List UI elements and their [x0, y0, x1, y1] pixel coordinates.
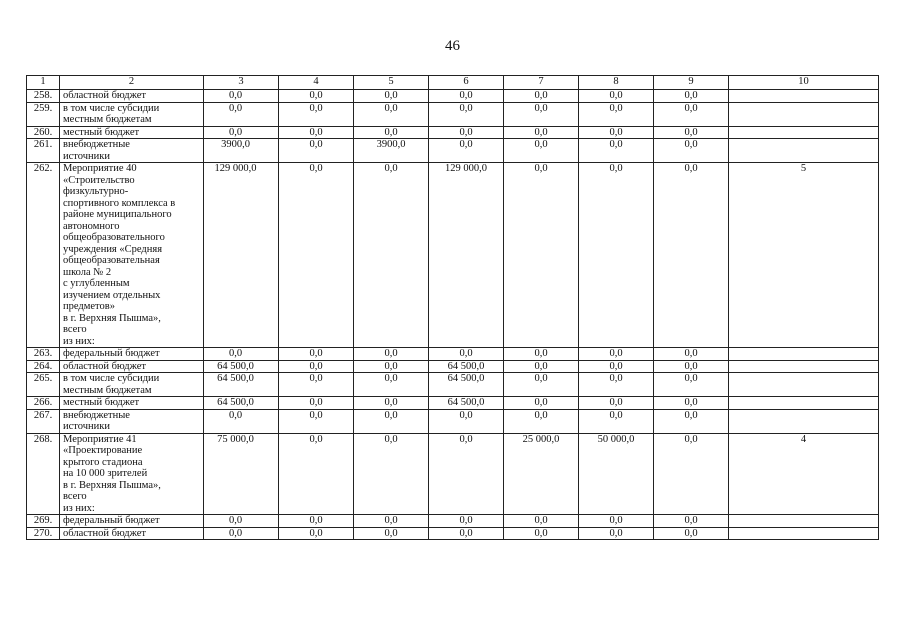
- value-cell-col6: 64 500,0: [429, 360, 504, 373]
- row-number: 266.: [27, 397, 60, 410]
- row-label-line: из них:: [63, 502, 95, 514]
- value-cell-col10: [729, 373, 879, 397]
- row-label: [60, 433, 204, 515]
- value-cell-col3: 0,0: [204, 409, 279, 433]
- value-cell-col10: [729, 527, 879, 540]
- column-header: 4: [279, 76, 354, 90]
- row-label-line: Мероприятие 40: [63, 163, 137, 174]
- value-cell-col5: 0,0: [354, 409, 429, 433]
- value-cell-col5: 0,0: [354, 163, 429, 348]
- row-label-line: всего: [63, 324, 87, 335]
- row-label-line: спортивного комплекса в: [63, 197, 176, 209]
- value-cell-col4: 0,0: [279, 360, 354, 373]
- value-cell-col8: 0,0: [579, 139, 654, 163]
- value-cell-col3: 75 000,0: [204, 433, 279, 515]
- row-label-line: на 10 000 зрителей: [63, 468, 148, 479]
- value-cell-col9: 0,0: [654, 373, 729, 397]
- value-cell-col4: 0,0: [279, 126, 354, 139]
- table-header: [27, 76, 879, 90]
- row-number: 259.: [27, 102, 60, 126]
- value-cell-col6: 0,0: [429, 139, 504, 163]
- value-cell-col3: 0,0: [204, 348, 279, 361]
- value-cell-col5: 0,0: [354, 360, 429, 373]
- row-label-line: учреждения «Средняя: [63, 243, 163, 255]
- column-header: 1: [27, 76, 60, 90]
- column-header: 3: [204, 76, 279, 90]
- budget-table: [26, 75, 879, 540]
- value-cell-col9: 0,0: [654, 102, 729, 126]
- table-row: [27, 163, 879, 348]
- value-cell-col7: 0,0: [504, 373, 579, 397]
- row-label-line: областной бюджет: [63, 360, 146, 372]
- value-cell-col6: 0,0: [429, 515, 504, 528]
- value-cell-col6: 0,0: [429, 102, 504, 126]
- value-cell-col5: 0,0: [354, 373, 429, 397]
- value-cell-col9: 0,0: [654, 409, 729, 433]
- row-label-line: в г. Верхняя Пышма»,: [63, 312, 161, 324]
- row-number: 264.: [27, 360, 60, 373]
- value-cell-col10: 4: [729, 433, 879, 515]
- value-cell-col4: 0,0: [279, 527, 354, 540]
- value-cell-col3: 0,0: [204, 515, 279, 528]
- value-cell-col10: [729, 515, 879, 528]
- table-row: [27, 397, 879, 410]
- value-cell-col4: 0,0: [279, 433, 354, 515]
- value-cell-col3: 129 000,0: [204, 163, 279, 348]
- value-cell-col5: 0,0: [354, 527, 429, 540]
- value-cell-col5: 0,0: [354, 126, 429, 139]
- column-header: 7: [504, 76, 579, 90]
- value-cell-col4: 0,0: [279, 515, 354, 528]
- row-label-line: в том числе субсидии: [63, 102, 160, 114]
- row-number: 261.: [27, 139, 60, 163]
- value-cell-col9: 0,0: [654, 433, 729, 515]
- value-cell-col9: 0,0: [654, 126, 729, 139]
- column-header: 6: [429, 76, 504, 90]
- table-row: [27, 360, 879, 373]
- value-cell-col5: 0,0: [354, 90, 429, 103]
- value-cell-col4: 0,0: [279, 397, 354, 410]
- value-cell-col5: 0,0: [354, 348, 429, 361]
- value-cell-col7: 0,0: [504, 126, 579, 139]
- value-cell-col9: 0,0: [654, 348, 729, 361]
- value-cell-col9: 0,0: [654, 90, 729, 103]
- value-cell-col3: 64 500,0: [204, 360, 279, 373]
- row-number: 268.: [27, 433, 60, 515]
- value-cell-col7: 0,0: [504, 163, 579, 348]
- row-label: [60, 348, 204, 361]
- value-cell-col4: 0,0: [279, 102, 354, 126]
- value-cell-col3: 3900,0: [204, 139, 279, 163]
- row-label-line: в г. Верхняя Пышма»,: [63, 479, 161, 491]
- value-cell-col3: 64 500,0: [204, 373, 279, 397]
- value-cell-col6: 64 500,0: [429, 397, 504, 410]
- value-cell-col8: 0,0: [579, 409, 654, 433]
- table-row: [27, 527, 879, 540]
- value-cell-col8: 0,0: [579, 527, 654, 540]
- value-cell-col3: 0,0: [204, 90, 279, 103]
- value-cell-col7: 0,0: [504, 102, 579, 126]
- value-cell-col3: 0,0: [204, 527, 279, 540]
- value-cell-col9: 0,0: [654, 515, 729, 528]
- row-number: 258.: [27, 90, 60, 103]
- value-cell-col7: 25 000,0: [504, 433, 579, 515]
- value-cell-col5: 3900,0: [354, 139, 429, 163]
- value-cell-col7: 0,0: [504, 397, 579, 410]
- value-cell-col9: 0,0: [654, 139, 729, 163]
- row-label: [60, 360, 204, 373]
- value-cell-col7: 0,0: [504, 360, 579, 373]
- value-cell-col10: [729, 360, 879, 373]
- table-row: [27, 90, 879, 103]
- value-cell-col8: 0,0: [579, 126, 654, 139]
- value-cell-col8: 0,0: [579, 348, 654, 361]
- table-row: [27, 139, 879, 163]
- value-cell-col6: 129 000,0: [429, 163, 504, 348]
- value-cell-col10: [729, 139, 879, 163]
- row-label-line: «Строительство: [63, 174, 135, 186]
- row-label: [60, 527, 204, 540]
- row-label-line: внебюджетные: [63, 139, 130, 150]
- value-cell-col5: 0,0: [354, 397, 429, 410]
- row-label: [60, 139, 204, 163]
- table-row: [27, 433, 879, 515]
- row-label-line: изучением отдельных: [63, 289, 161, 301]
- row-label: [60, 515, 204, 528]
- value-cell-col7: 0,0: [504, 90, 579, 103]
- value-cell-col9: 0,0: [654, 360, 729, 373]
- row-label: [60, 126, 204, 139]
- value-cell-col3: 0,0: [204, 102, 279, 126]
- row-label-line: с углубленным: [63, 278, 130, 289]
- value-cell-col10: [729, 348, 879, 361]
- value-cell-col8: 0,0: [579, 397, 654, 410]
- row-label: [60, 409, 204, 433]
- row-label-line: из них:: [63, 335, 95, 347]
- row-label-line: местным бюджетам: [63, 114, 152, 125]
- row-label: [60, 373, 204, 397]
- row-label-line: источники: [63, 421, 110, 432]
- row-label: [60, 163, 204, 348]
- row-label-line: в том числе субсидии: [63, 373, 160, 384]
- value-cell-col6: 0,0: [429, 90, 504, 103]
- value-cell-col6: 64 500,0: [429, 373, 504, 397]
- value-cell-col8: 0,0: [579, 90, 654, 103]
- value-cell-col9: 0,0: [654, 163, 729, 348]
- value-cell-col6: 0,0: [429, 348, 504, 361]
- row-label-line: «Проектирование: [63, 445, 143, 456]
- value-cell-col4: 0,0: [279, 163, 354, 348]
- row-label-line: предметов»: [63, 301, 115, 312]
- value-cell-col5: 0,0: [354, 433, 429, 515]
- row-label-line: федеральный бюджет: [63, 515, 160, 526]
- row-label-line: источники: [63, 150, 110, 162]
- value-cell-col8: 0,0: [579, 515, 654, 528]
- value-cell-col9: 0,0: [654, 397, 729, 410]
- value-cell-col10: [729, 90, 879, 103]
- value-cell-col5: 0,0: [354, 102, 429, 126]
- value-cell-col7: 0,0: [504, 527, 579, 540]
- row-label-line: крытого стадиона: [63, 456, 143, 468]
- row-label-line: школа № 2: [63, 266, 112, 278]
- row-label: [60, 102, 204, 126]
- value-cell-col7: 0,0: [504, 409, 579, 433]
- row-label-line: общеобразовательная: [63, 255, 160, 266]
- table-row: [27, 348, 879, 361]
- row-label-line: физкультурно-: [63, 186, 129, 197]
- row-number: 260.: [27, 126, 60, 139]
- row-label-line: местный бюджет: [63, 397, 140, 408]
- value-cell-col4: 0,0: [279, 139, 354, 163]
- value-cell-col3: 0,0: [204, 126, 279, 139]
- value-cell-col6: 0,0: [429, 527, 504, 540]
- row-number: 270.: [27, 527, 60, 540]
- row-label-line: федеральный бюджет: [63, 348, 160, 359]
- value-cell-col3: 64 500,0: [204, 397, 279, 410]
- column-header: 2: [60, 76, 204, 90]
- row-label-line: внебюджетные: [63, 409, 130, 421]
- column-header: 9: [654, 76, 729, 90]
- value-cell-col4: 0,0: [279, 90, 354, 103]
- value-cell-col10: [729, 126, 879, 139]
- value-cell-col10: [729, 397, 879, 410]
- value-cell-col5: 0,0: [354, 515, 429, 528]
- value-cell-col4: 0,0: [279, 373, 354, 397]
- row-label-line: местным бюджетам: [63, 384, 152, 396]
- value-cell-col6: 0,0: [429, 433, 504, 515]
- value-cell-col8: 0,0: [579, 102, 654, 126]
- value-cell-col10: [729, 409, 879, 433]
- row-label-line: областной бюджет: [63, 527, 146, 539]
- column-header: 10: [729, 76, 879, 90]
- row-label: [60, 397, 204, 410]
- value-cell-col4: 0,0: [279, 348, 354, 361]
- row-label-line: областной бюджет: [63, 90, 146, 101]
- table-row: [27, 409, 879, 433]
- row-label: [60, 90, 204, 103]
- row-number: 262.: [27, 163, 60, 348]
- value-cell-col8: 50 000,0: [579, 433, 654, 515]
- table-row: [27, 373, 879, 397]
- row-label-line: автономного: [63, 220, 120, 232]
- row-label-line: районе муниципального: [63, 209, 172, 220]
- row-label-line: Мероприятие 41: [63, 433, 137, 445]
- column-header: 5: [354, 76, 429, 90]
- table-row: [27, 126, 879, 139]
- page-number: 46: [445, 38, 460, 54]
- value-cell-col10: 5: [729, 163, 879, 348]
- value-cell-col6: 0,0: [429, 126, 504, 139]
- column-header: 8: [579, 76, 654, 90]
- table-body: [27, 90, 879, 540]
- row-label-line: местный бюджет: [63, 126, 140, 138]
- table-row: [27, 102, 879, 126]
- value-cell-col6: 0,0: [429, 409, 504, 433]
- value-cell-col10: [729, 102, 879, 126]
- row-number: 269.: [27, 515, 60, 528]
- row-number: 267.: [27, 409, 60, 433]
- value-cell-col7: 0,0: [504, 348, 579, 361]
- row-label-line: общеобразовательного: [63, 232, 165, 243]
- value-cell-col4: 0,0: [279, 409, 354, 433]
- table-row: [27, 515, 879, 528]
- value-cell-col8: 0,0: [579, 163, 654, 348]
- value-cell-col8: 0,0: [579, 373, 654, 397]
- row-number: 263.: [27, 348, 60, 361]
- value-cell-col7: 0,0: [504, 139, 579, 163]
- row-number: 265.: [27, 373, 60, 397]
- value-cell-col8: 0,0: [579, 360, 654, 373]
- value-cell-col7: 0,0: [504, 515, 579, 528]
- row-label-line: всего: [63, 491, 87, 502]
- value-cell-col9: 0,0: [654, 527, 729, 540]
